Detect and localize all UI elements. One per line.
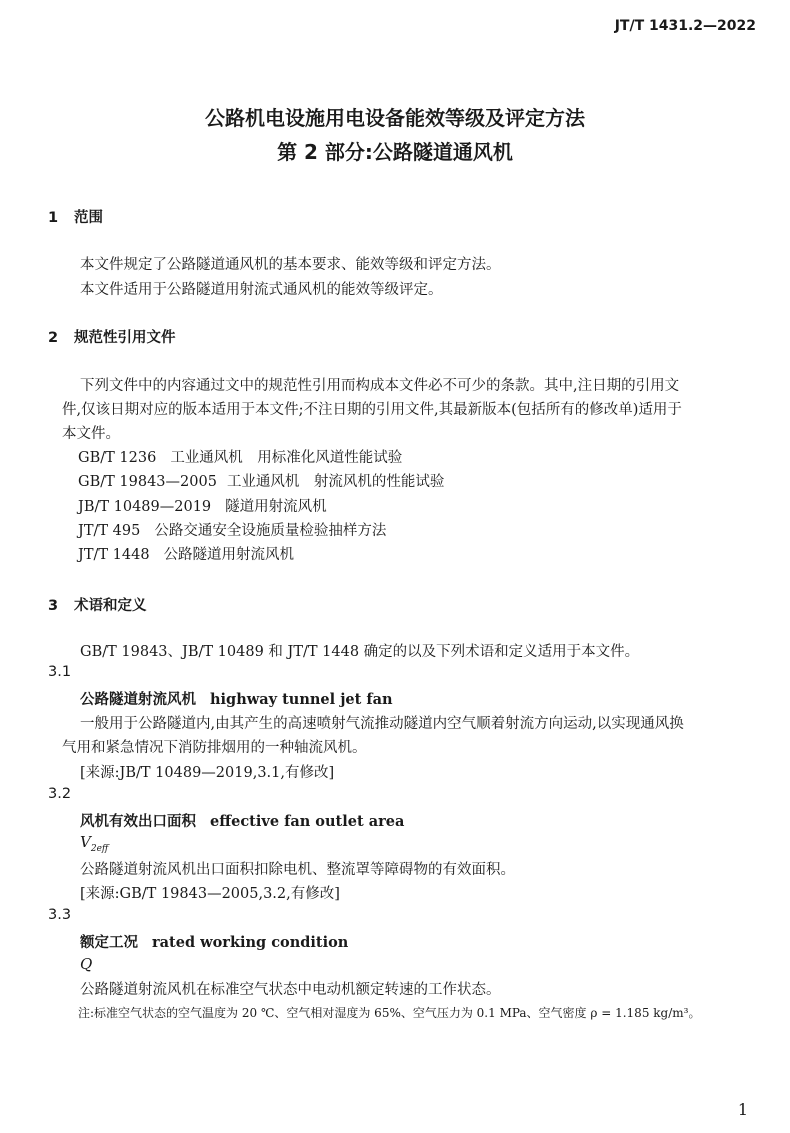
- term-english: rated working condition: [152, 934, 349, 951]
- reference-code: GB/T 1236: [78, 450, 157, 466]
- term-english: effective fan outlet area: [210, 813, 405, 830]
- reference-item: [78, 470, 444, 491]
- term-symbol: $V_{2eff}$: [80, 833, 109, 854]
- scope-paragraph-1: 本文件规定了公路隧道通风机的基本要求、能效等级和评定方法。: [80, 257, 501, 273]
- section-2-heading: [48, 326, 176, 347]
- reference-code: JB/T 10489—2019: [78, 499, 212, 515]
- reference-title: 工业通风机 用标准化风道性能试验: [170, 450, 403, 466]
- section-1-heading: [48, 206, 103, 227]
- reference-title: 公路隧道用射流风机: [163, 547, 295, 563]
- reference-code: JT/T 495: [78, 523, 141, 539]
- term-number: 3.1: [48, 664, 72, 680]
- term-heading: [80, 810, 404, 831]
- references-intro-line1: 下列文件中的内容通过文中的规范性引用而构成本文件必不可少的条款。其中,注日期的引用文: [80, 378, 680, 394]
- term-symbol: Q: [80, 955, 93, 973]
- reference-code: GB/T 19843—2005: [78, 474, 217, 490]
- term-number: 3.3: [48, 907, 72, 923]
- term-english: highway tunnel jet fan: [210, 691, 393, 708]
- term-heading: [80, 931, 348, 952]
- document-title-line1: 公路机电设施用电设备能效等级及评定方法: [205, 106, 585, 130]
- scope-paragraph-2: 本文件适用于公路隧道用射流式通风机的能效等级评定。: [80, 282, 443, 298]
- section-title: 范围: [74, 210, 103, 226]
- term-heading: [80, 688, 393, 709]
- reference-title: 公路交通安全设施质量检验抽样方法: [154, 523, 387, 539]
- reference-item: [78, 519, 386, 540]
- term-chinese: 额定工况: [80, 935, 138, 951]
- section-number: 1: [48, 210, 59, 226]
- reference-item: [78, 543, 294, 564]
- reference-title: 隧道用射流风机: [225, 499, 327, 515]
- term-definition: 公路隧道射流风机出口面积扣除电机、整流罩等障碍物的有效面积。: [80, 862, 515, 878]
- terms-intro: GB/T 19843、JB/T 10489 和 JT/T 1448 确定的以及下列术语和定义适用于本文件。: [80, 644, 640, 660]
- reference-code: JT/T 1448: [78, 547, 150, 563]
- term-definition: 公路隧道射流风机在标准空气状态中电动机额定转速的工作状态。: [80, 982, 501, 998]
- section-number: 3: [48, 598, 59, 614]
- references-intro-line2: 件,仅该日期对应的版本适用于本文件;不注日期的引用文件,其最新版本(包括所有的修改单)适用于: [62, 402, 682, 418]
- term-source: [来源:JB/T 10489—2019,3.1,有修改]: [80, 765, 335, 781]
- section-title: 术语和定义: [74, 598, 147, 614]
- section-title: 规范性引用文件: [74, 330, 176, 346]
- term-definition-line1: 一般用于公路隧道内,由其产生的高速喷射气流推动隧道内空气顺着射流方向运动,以实现通风换: [80, 716, 684, 732]
- term-number: 3.2: [48, 786, 72, 802]
- reference-item: [78, 495, 327, 516]
- section-number: 2: [48, 330, 59, 346]
- term-chinese: 公路隧道射流风机: [80, 692, 196, 708]
- reference-item: [78, 446, 402, 467]
- term-note: 注:标准空气状态的空气温度为 20 ℃、空气相对湿度为 65%、空气压力为 0.1 MPa、空气密度 ρ = 1.185 kg/m³。: [78, 1006, 701, 1020]
- term-definition-line2: 气用和紧急情况下消防排烟用的一种轴流风机。: [62, 740, 367, 756]
- page-number: 1: [737, 1100, 748, 1119]
- term-chinese: 风机有效出口面积: [80, 814, 196, 830]
- reference-title: 工业通风机 射流风机的性能试验: [226, 474, 445, 490]
- references-intro-line3: 本文件。: [62, 426, 120, 442]
- term-source: [来源:GB/T 19843—2005,3.2,有修改]: [80, 886, 340, 902]
- standard-number: JT/T 1431.2—2022: [614, 18, 756, 34]
- section-3-heading: [48, 594, 147, 615]
- document-title-line2: 第 2 部分:公路隧道通风机: [277, 140, 513, 164]
